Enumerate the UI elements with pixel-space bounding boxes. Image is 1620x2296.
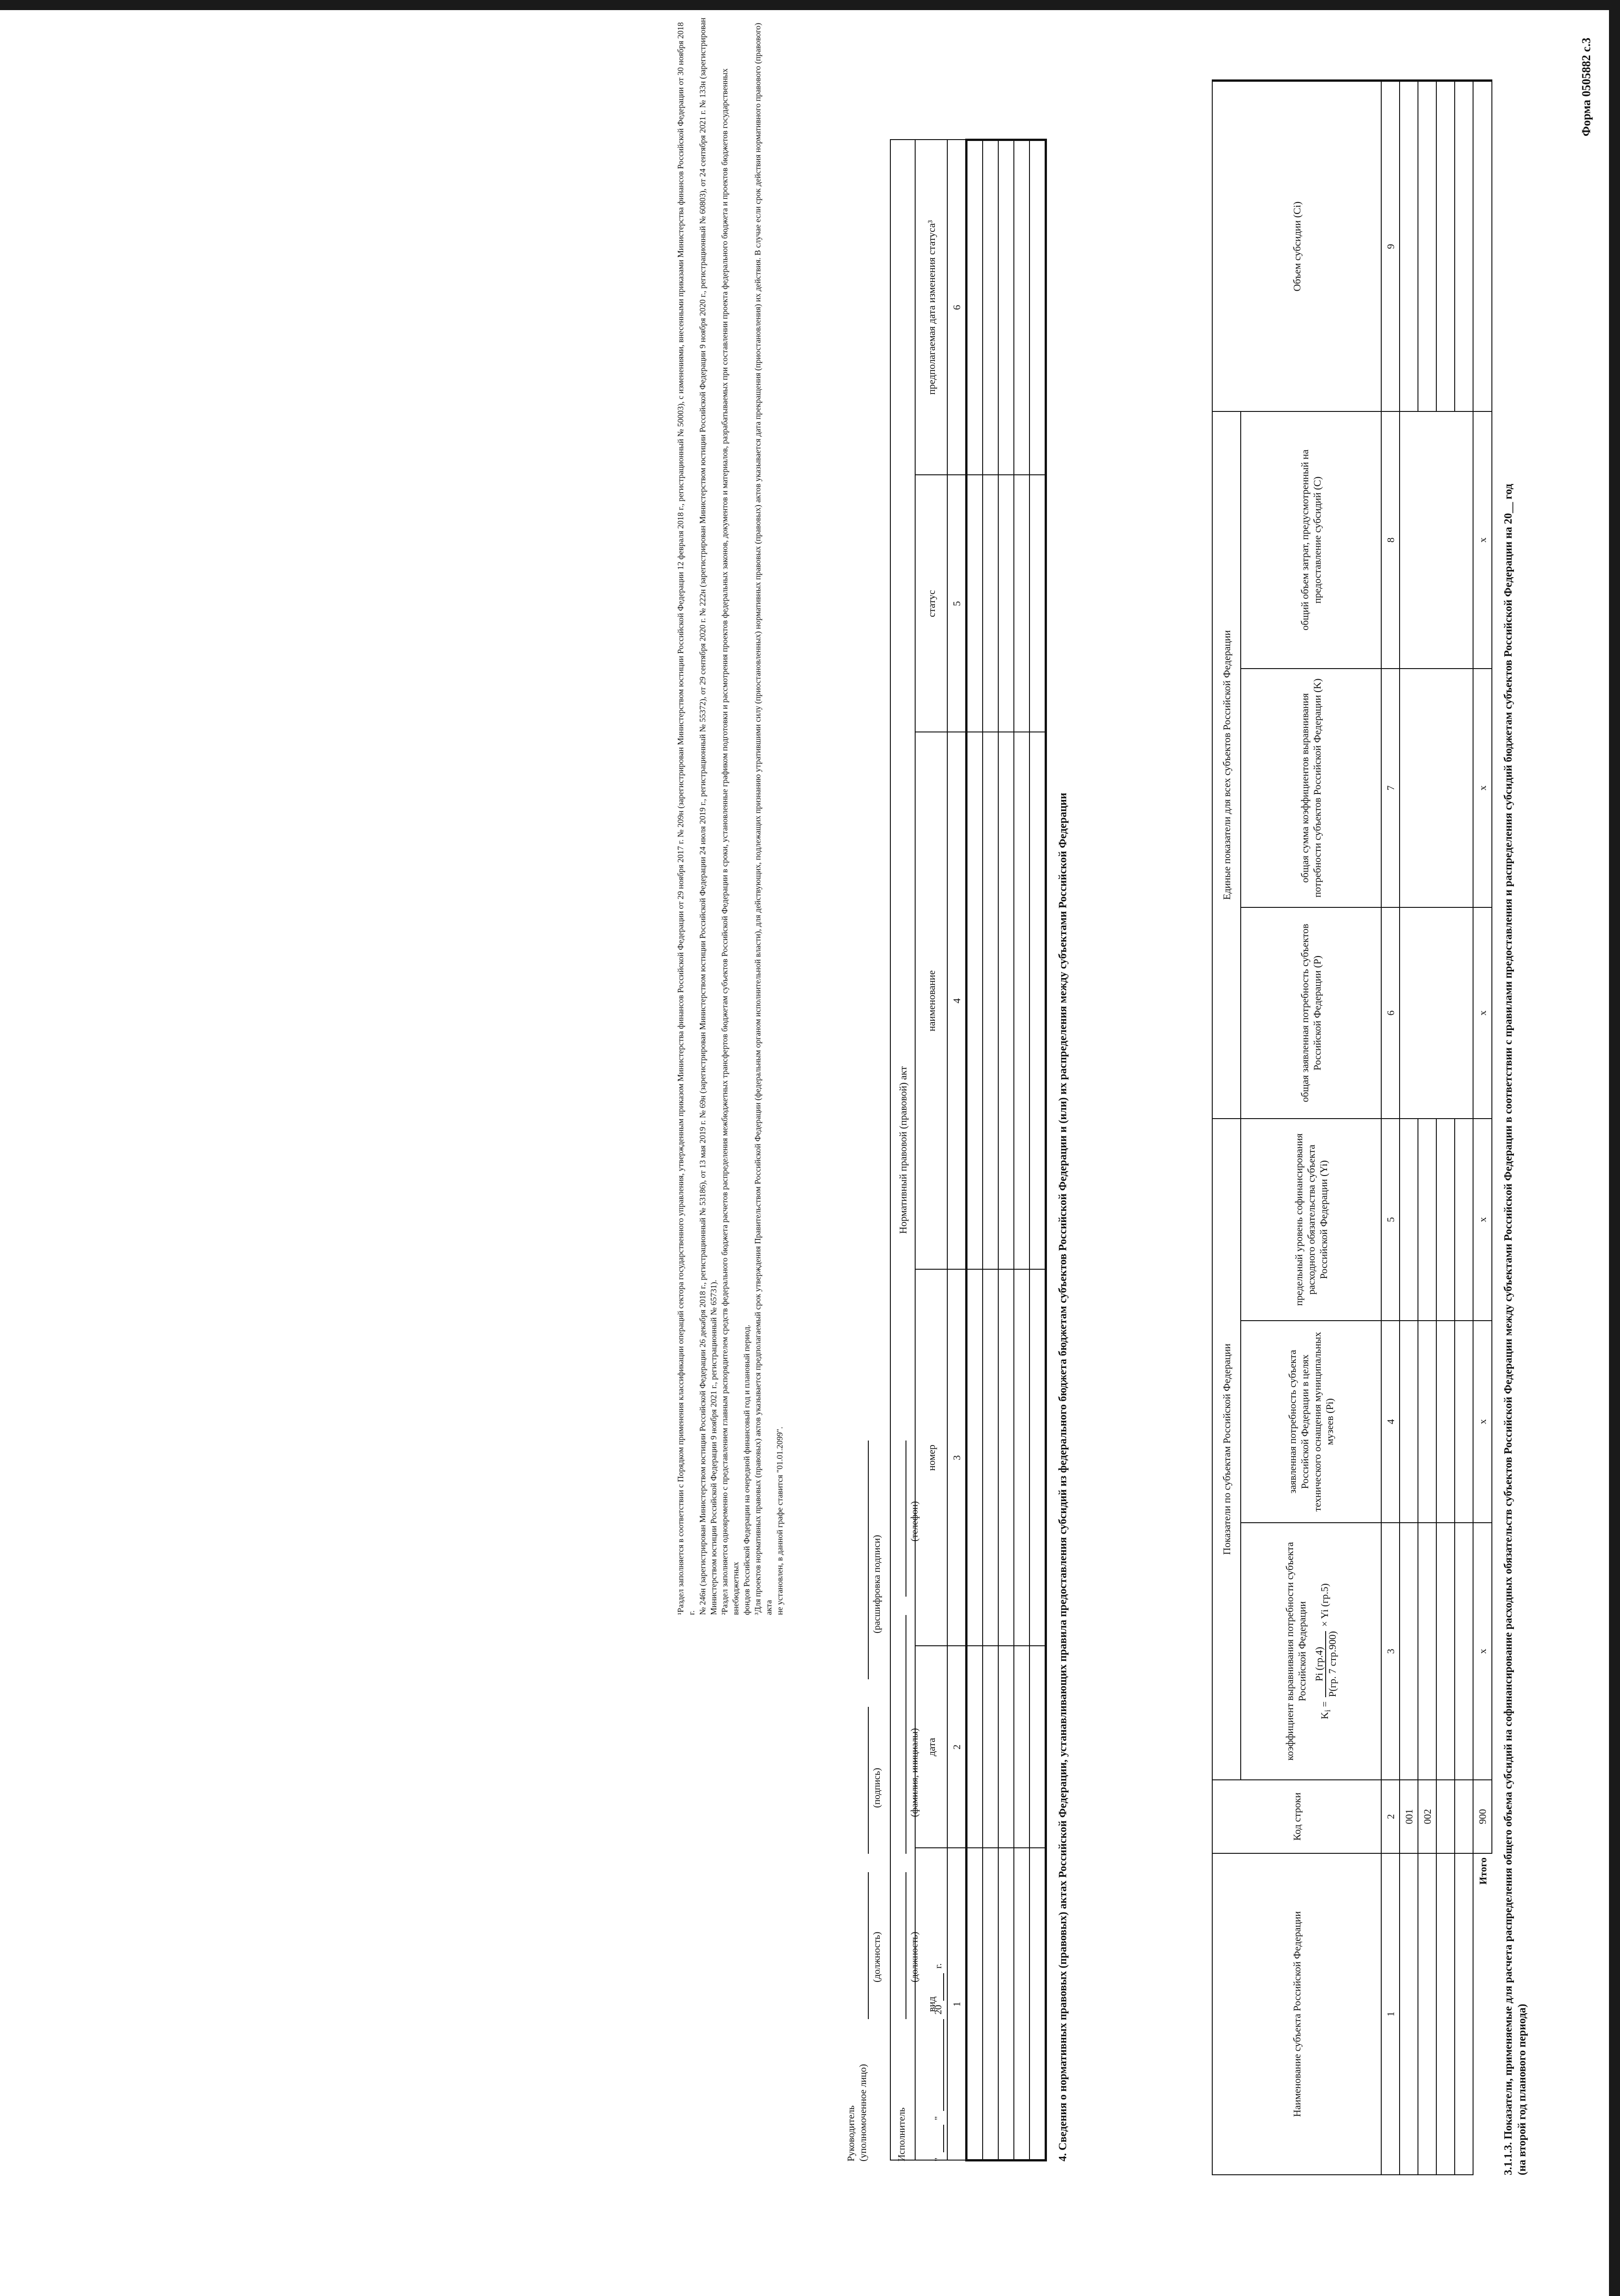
- total-pi-cell: x: [1473, 1321, 1492, 1523]
- row-value-cell[interactable]: [1400, 1119, 1418, 1321]
- acts-table-row: [967, 140, 983, 2160]
- col-number-8: 8: [1381, 411, 1400, 669]
- acts-cell[interactable]: [967, 732, 983, 1270]
- row-value-cell[interactable]: [1400, 1523, 1418, 1780]
- row-value-cell[interactable]: [1436, 669, 1455, 907]
- section-3113-title-line1: 3.1.1.3. Показатели, применяемые для расчета распределения общего объема субсидий на софинансирование расходных обязательств субъектов Российской Федерации между субъектами Российской Федерации в соответствии с правилами предоставления и распределения субсидий бюджетам субъектов Российской Федерации на 20__ год: [1502, 484, 1514, 2175]
- date-month-line[interactable]: [943, 2019, 944, 2111]
- row-value-cell[interactable]: [1436, 1321, 1455, 1523]
- row-value-cell[interactable]: [1455, 1119, 1473, 1321]
- row-value-cell[interactable]: [1400, 907, 1418, 1119]
- row-value-cell[interactable]: [1455, 81, 1473, 411]
- footnote-1a: ¹Раздел заполняется в соответствии с Порядком применения классификации операций сектора государственного управления, утвержденным приказом Министерства финансов Российской Федерации от 29 ноября 2017 г. № 209н (зарегистрирован Министерством юстиции Российской Федерации 12 февраля 2018 г., регистрационный № 50003), с изменениями, внесенными приказами Министерства финансов Российской Федерации от 30 ноября 2018 г.: [676, 22, 696, 1615]
- row-name-cell[interactable]: [1455, 1853, 1473, 2175]
- col-name-header: Наименование субъекта Российской Федерации: [1212, 1853, 1381, 2175]
- acts-cell[interactable]: [983, 1848, 998, 2161]
- acts-cell[interactable]: [998, 140, 1014, 475]
- acts-cell[interactable]: [1014, 140, 1029, 475]
- acts-cell[interactable]: [983, 140, 998, 475]
- total-yi-cell: x: [1473, 1119, 1492, 1321]
- acts-group-header: Нормативный правовой (правовой) акт: [890, 140, 915, 2160]
- ki-formula-k: K: [1319, 1712, 1331, 1720]
- acts-cell[interactable]: [983, 1646, 998, 1848]
- col-ki-header: [1241, 1523, 1381, 1780]
- acts-cell[interactable]: [983, 1270, 998, 1646]
- acts-table-row: [1014, 140, 1029, 2160]
- acts-cell[interactable]: [967, 1270, 983, 1646]
- row-value-cell[interactable]: [1418, 907, 1436, 1119]
- head-decryption-caption: (расшифровка подписи): [871, 1535, 882, 1633]
- total-ki-cell: x: [1473, 1523, 1492, 1780]
- total-p-cell: x: [1473, 907, 1492, 1119]
- acts-table-row: [1029, 140, 1046, 2160]
- head-label-line1: Руководитель: [845, 2105, 856, 2161]
- row-name-cell[interactable]: [1418, 1853, 1436, 2175]
- col-ci-header: Объем субсидии (Ci): [1212, 81, 1381, 411]
- col-yi-header: предельный уровень софинансирования расходного обязательства субъекта Российской Федерации (Yi): [1241, 1119, 1381, 1321]
- row-value-cell[interactable]: [1418, 669, 1436, 907]
- date-year-suffix: г.: [933, 1963, 944, 1969]
- table-row: [1455, 81, 1473, 2175]
- row-value-cell[interactable]: [1418, 1321, 1436, 1523]
- row-code-cell: [1455, 1780, 1473, 1853]
- ki-formula: $K_i$ = Pi (гр.4) P(гр. 7 стр.900) × Yi (гр.5): [1313, 1583, 1338, 1720]
- acts-cell[interactable]: [998, 1646, 1014, 1848]
- col-number-5: 5: [1381, 1119, 1400, 1321]
- total-label: Итого: [1473, 1853, 1492, 2175]
- exec-name-caption: (фамилия, инициалы): [909, 1728, 920, 1817]
- head-signature-caption: (подпись): [871, 1767, 882, 1808]
- section-3113-title-line2: (на второй год планового периода): [1516, 2003, 1528, 2175]
- acts-cell[interactable]: [967, 1646, 983, 1848]
- col-number-3: 3: [1381, 1523, 1400, 1780]
- row-value-cell[interactable]: [1436, 1523, 1455, 1780]
- row-value-cell[interactable]: [1455, 1321, 1473, 1523]
- acts-cell[interactable]: [967, 140, 983, 475]
- row-value-cell[interactable]: [1455, 669, 1473, 907]
- row-value-cell[interactable]: [1436, 81, 1455, 411]
- col-number-6: 6: [1381, 907, 1400, 1119]
- acts-col-number-6: 6: [947, 140, 967, 475]
- date-year-line[interactable]: [943, 1973, 944, 2001]
- acts-table-row: [998, 140, 1014, 2160]
- acts-cell[interactable]: [998, 1848, 1014, 2161]
- acts-cell[interactable]: [1029, 1646, 1046, 1848]
- row-value-cell[interactable]: [1400, 81, 1418, 411]
- col-number-9: 9: [1381, 81, 1400, 411]
- footnotes: [675, 17, 785, 1615]
- row-name-cell[interactable]: [1400, 1853, 1418, 2175]
- date-quote-close: ": [933, 2116, 944, 2120]
- footnote-3b: не установлен, в данной графе ставится "01.01.2099".: [775, 1426, 784, 1615]
- col-k-header: общая сумма коэффициентов выравнивания потребности субъектов Российской Федерации (K): [1241, 669, 1381, 907]
- acts-cell[interactable]: [998, 475, 1014, 732]
- row-value-cell[interactable]: [1418, 411, 1436, 669]
- acts-cell[interactable]: [1014, 1646, 1029, 1848]
- section-4-title: 4. Сведения о нормативных правовых (правовых) актах Российской Федерации, устанавливающих правила предоставления субсидий из федерального бюджета бюджетам субъектов Российской Федерации и (или) их распределения между субъектами Российской Федерации: [1057, 793, 1069, 2161]
- acts-col-header-4: наименование: [915, 732, 947, 1270]
- col-p-header: общая заявленная потребность субъектов Российской Федерации (P): [1241, 907, 1381, 1119]
- row-value-cell[interactable]: [1418, 1523, 1436, 1780]
- section-3113-title: [1502, 136, 1529, 2175]
- acts-cell[interactable]: [1029, 475, 1046, 732]
- ki-formula-sub: i: [1323, 1710, 1333, 1712]
- row-value-cell[interactable]: [1436, 1119, 1455, 1321]
- col-number-4: 4: [1381, 1321, 1400, 1523]
- col-number-7: 7: [1381, 669, 1400, 907]
- date-quote-open: ": [933, 2157, 944, 2161]
- footnote-1b: № 246н (зарегистрирован Министерством юстиции Российской Федерации 26 декабря 2018 г., регистрационный № 53186), от 13 мая 2019 г. № 69н (зарегистрирован Министерством юстиции Российской Федерации 24 июля 2019 г., регистрационный № 55372), от 29 сентября 2020 г. № 222н (зарегистрирован Министерством юстиции Российской Федерации 9 ноября 2020 г., регистрационный № 60803), от 24 сентября 2021 г. № 133н (зарегистрирован: [698, 17, 707, 1615]
- col-pi-header: заявленная потребность субъекта Российской Федерации в целях технического оснащения муниципальных музеев (Pi): [1241, 1321, 1381, 1523]
- acts-col-header-1: вид: [915, 1848, 947, 2161]
- total-row: [1473, 81, 1492, 2175]
- acts-col-number-1: 1: [947, 1848, 967, 2161]
- col-number-2: 2: [1381, 1780, 1400, 1853]
- group-common-header: Единые показатели для всех субъектов Российской Федерации: [1212, 411, 1241, 1119]
- acts-cell[interactable]: [1029, 1848, 1046, 2161]
- acts-cell[interactable]: [998, 1270, 1014, 1646]
- form-id: Форма 0505882 с.3: [1580, 38, 1593, 136]
- acts-col-number-2: 2: [947, 1646, 967, 1848]
- row-code-cell: 002: [1418, 1780, 1436, 1853]
- ki-formula-right: × Yi (гр.5): [1319, 1583, 1331, 1627]
- table-row: [1400, 81, 1418, 2175]
- ki-caption: коэффициент выравнивания потребности субъекта Российской Федерации: [1284, 1542, 1308, 1761]
- acts-table-row: [983, 140, 998, 2160]
- col-number-1: 1: [1381, 1853, 1400, 2175]
- row-value-cell[interactable]: [1436, 411, 1455, 669]
- row-value-cell[interactable]: [1455, 411, 1473, 669]
- row-name-cell[interactable]: [1436, 1853, 1455, 2175]
- col-c-header: общий объем затрат, предусмотренный на предоставление субсидий (C): [1241, 411, 1381, 669]
- footnote-1c: Министерством юстиции Российской Федерации 9 ноября 2021 г., регистрационный № 65731).: [709, 1280, 718, 1615]
- date-day-line[interactable]: [943, 2125, 944, 2152]
- head-signature-line[interactable]: [868, 1707, 869, 1854]
- row-code-cell: [1436, 1780, 1455, 1853]
- ki-fraction-den: P(гр. 7 стр.900): [1327, 1631, 1338, 1697]
- acts-cell[interactable]: [1014, 1270, 1029, 1646]
- acts-col-number-4: 4: [947, 732, 967, 1270]
- acts-col-header-2: дата: [915, 1646, 947, 1848]
- row-value-cell[interactable]: [1418, 81, 1436, 411]
- footnote-2a: ²Раздел заполняется одновременно с представлением главным распорядителем средств федерального бюджета расчетов распределения межбюджетных трансфертов бюджетам субъектов Российской Федерации в сроки, установленные графиком подготовки и рассмотрения проектов федеральных законов, документов и материалов, разрабатываемых при составлении проекта федерального бюджета и проектов бюджетов государственных внебюджетных: [720, 68, 740, 1615]
- row-value-cell[interactable]: [1400, 669, 1418, 907]
- row-value-cell[interactable]: [1400, 411, 1418, 669]
- ki-fraction: [1313, 1631, 1339, 1697]
- date-year-prefix: 20: [933, 2005, 944, 2015]
- acts-col-header-6: предполагаемая дата изменения статуса³: [915, 140, 947, 475]
- acts-col-number-5: 5: [947, 475, 967, 732]
- head-label: [845, 2064, 869, 2161]
- head-position-caption: (должность): [871, 1931, 882, 1982]
- acts-cell[interactable]: [1014, 1848, 1029, 2161]
- acts-cell[interactable]: [998, 732, 1014, 1270]
- executor-label: Исполнитель: [896, 2107, 907, 2161]
- table-row: [1436, 81, 1455, 2175]
- ki-fraction-num: Pi (гр.4): [1313, 1631, 1326, 1697]
- head-label-line2: (уполномоченное лицо): [857, 2064, 868, 2161]
- acts-cell[interactable]: [1029, 1270, 1046, 1646]
- row-value-cell[interactable]: [1436, 907, 1455, 1119]
- acts-cell[interactable]: [983, 732, 998, 1270]
- acts-cell[interactable]: [1014, 732, 1029, 1270]
- acts-col-header-3: номер: [915, 1270, 947, 1646]
- total-k-cell: x: [1473, 669, 1492, 907]
- row-value-cell[interactable]: [1418, 1119, 1436, 1321]
- acts-cell[interactable]: [1029, 140, 1046, 475]
- footnote-3a: ³Для проектов нормативных правовых (правовых) актов указывается предполагаемый срок утверждения Правительством Российской Федерации (федеральным органом исполнительной власти), для действующих, подлежащих признанию утратившими силу (приостановленных) нормативных правовых (правовых) актов указывается дата прекращения (приостановления) их действия. В случае если срок действия нормативного правового (правового) акта: [753, 23, 773, 1615]
- exec-phone-caption: (телефон): [909, 1501, 920, 1542]
- total-ci-cell[interactable]: [1473, 81, 1492, 411]
- row-value-cell[interactable]: [1455, 907, 1473, 1119]
- acts-cell[interactable]: [983, 475, 998, 732]
- table-row: [1418, 81, 1436, 2175]
- exec-position-caption: (должность): [909, 1931, 920, 1982]
- acts-cell[interactable]: [967, 475, 983, 732]
- head-position-line[interactable]: [868, 1872, 869, 2019]
- row-code-cell: 001: [1400, 1780, 1418, 1853]
- normative-acts-table: [890, 139, 1047, 2161]
- acts-cell[interactable]: [967, 1848, 983, 2161]
- total-code: 900: [1473, 1780, 1492, 1853]
- acts-cell[interactable]: [1029, 732, 1046, 1270]
- footnote-2b: фондов Российской Федерации на очередной финансовый год и плановый период.: [742, 1324, 751, 1615]
- acts-cell[interactable]: [1014, 475, 1029, 732]
- group-subjects-header: Показатели по субъектам Российской Федерации: [1212, 1119, 1241, 1780]
- total-c-cell: x: [1473, 411, 1492, 669]
- acts-col-header-5: статус: [915, 475, 947, 732]
- head-decryption-line[interactable]: [868, 1441, 869, 1679]
- row-value-cell[interactable]: [1400, 1321, 1418, 1523]
- row-value-cell[interactable]: [1455, 1523, 1473, 1780]
- col-code-header: Код строки: [1212, 1780, 1381, 1853]
- indicators-table: [1212, 79, 1492, 2175]
- acts-col-number-3: 3: [947, 1270, 967, 1646]
